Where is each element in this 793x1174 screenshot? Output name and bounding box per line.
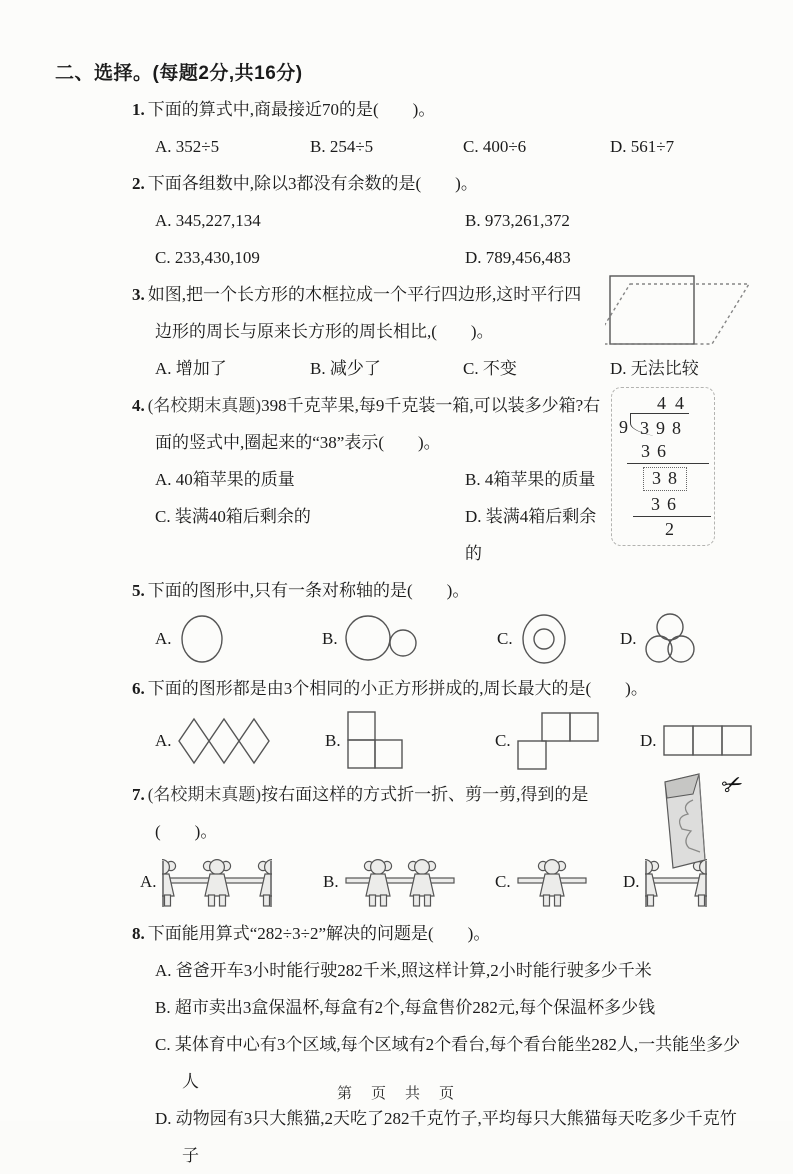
question-7 [55,766,753,911]
division-rule-line [633,516,711,517]
option-c [495,853,623,911]
l-shape-squares-figure [346,710,406,772]
option-d: D. 动物园有3只大熊猫,2天吃了282千克竹子,平均每只大熊猫每天吃多少千克竹子 [155,1109,737,1165]
option-c: C. 不变 [463,359,517,378]
option-c: C. 233,430,109 [155,248,260,267]
question-2 [55,165,753,276]
figure-options-row [155,710,753,772]
folded-paper-figure [653,768,749,872]
stem-text: 下面的图形都是由3个相同的小正方形拼成的,周长最大的是( )。 [147,679,648,698]
option-d [640,723,756,759]
option-d: D. 装满4箱后剩余的 [465,507,597,563]
question-stem [55,165,753,202]
option-a: A. 40箱苹果的质量 [155,470,295,489]
question-number: 2. [132,174,145,193]
stem-text: 下面的算式中,商最接近70的是( )。 [147,100,436,119]
stem-text: 如图,把一个长方形的木框拉成一个平行四边形,这时平行四边形的周长与原来长方形的周长相比,( )。 [147,285,582,341]
question-number: 1. [132,100,145,119]
paper-dolls-figure-b [344,853,456,911]
question-number: 5. [132,581,145,600]
question-stem [55,776,753,850]
question-number: 8. [132,924,145,943]
option-b: B. 超市卖出3盒保温杯,每盒有2个,每盒售价282元,每个保温杯多少钱 [155,998,656,1017]
scissors-icon: ✂ [717,766,748,803]
option-d [620,612,753,666]
option-d: D. 789,456,483 [465,248,571,267]
question-4 [55,387,753,572]
exam-source-tag: (名校期末真题) [147,785,262,804]
question-number: 3. [132,285,145,304]
question-number: 7. [132,785,145,804]
option-label: A. [155,731,172,750]
parallelogram-figure [605,272,753,355]
option-b: B. 254÷5 [310,137,374,156]
stem-text: 398千克苹果,每9千克装一箱,可以装多少箱?右面的竖式中,圈起来的“38”表示( )。 [155,396,601,452]
question-6 [55,670,753,772]
stem-text: 下面的图形中,只有一条对称轴的是( )。 [147,581,470,600]
option-label: A. [140,872,157,891]
option-d: D. 561÷7 [610,137,675,156]
question-stem [55,670,753,707]
stem-text: 按右面这样的方式折一折、剪一剪,得到的是( )。 [155,785,589,841]
option-a: A. 352÷5 [155,137,220,156]
option-label: C. [495,872,511,891]
concentric-circles-figure [518,612,570,666]
question-stem [55,572,753,609]
option-b: B. 973,261,372 [465,211,570,230]
options-row [155,128,753,165]
division-product-1: 36 [641,441,673,462]
question-stem [55,91,753,128]
question-1 [55,91,753,165]
page-footer: 第 页 共 页 [336,1086,456,1102]
option-b: B. 4箱苹果的质量 [465,470,596,489]
option-a [140,853,323,911]
division-product-2: 36 [651,493,683,514]
option-label: B. [322,629,338,648]
single-circle-figure [177,612,229,666]
stem-text: 下面能用算式“282÷3÷2”解决的问题是( )。 [147,924,491,943]
option-a [155,612,322,666]
option-d: D. 无法比较 [610,359,699,378]
paper-dolls-figure-a [162,853,272,911]
exam-source-tag: (名校期末真题) [147,396,262,415]
option-a [155,716,325,766]
option-b [322,612,497,666]
options-row [155,350,753,387]
option-label: D. [623,872,640,891]
section-title: 二、选择。(每题2分,共16分) [55,63,303,84]
question-number: 6. [132,679,145,698]
option-label: D. [620,629,637,648]
option-b [325,710,495,772]
options-row [155,202,753,276]
question-stem [55,915,753,952]
options-row [155,461,603,572]
paper-doll-figure-c [516,853,588,911]
option-label: D. [640,731,657,750]
option-c: C. 装满40箱后剩余的 [155,507,311,526]
question-number: 4. [132,396,145,415]
option-label: C. [497,629,513,648]
figure-options-row [155,612,753,666]
three-diamonds-figure [177,716,273,766]
division-dividend: 398 [630,413,689,439]
option-a: A. 增加了 [155,359,227,378]
question-8 [55,915,753,1174]
option-c [497,612,620,666]
option-label: C. [495,731,511,750]
option-b: B. 减少了 [310,359,381,378]
division-divisor: 9 [619,417,628,438]
option-a: A. 345,227,134 [155,211,261,230]
step-squares-figure [516,710,604,772]
option-label: B. [323,872,339,891]
option-b [323,853,495,911]
division-remainder: 2 [665,518,681,539]
long-division-figure [611,387,715,546]
option-c [495,710,640,772]
division-circled-value: 38 [643,467,687,490]
question-5 [55,572,753,666]
option-label: B. [325,731,341,750]
question-3 [55,276,753,387]
option-label: A. [155,629,172,648]
option-c: C. 某体育中心有3个区域,每个区域有2个看台,每个看台能坐282人,一共能坐多少人 [155,1035,741,1091]
option-a: A. 爸爸开车3小时能行驶282千米,照这样计算,2小时能行驶多少千米 [155,961,652,980]
big-small-circles-figure [343,612,425,666]
option-c: C. 400÷6 [463,137,527,156]
division-rule-line [627,463,709,464]
division-quotient: 44 [657,393,693,413]
row-squares-figure [662,723,756,759]
three-circles-figure [642,612,698,666]
stem-text: 下面各组数中,除以3都没有余数的是( )。 [147,174,478,193]
